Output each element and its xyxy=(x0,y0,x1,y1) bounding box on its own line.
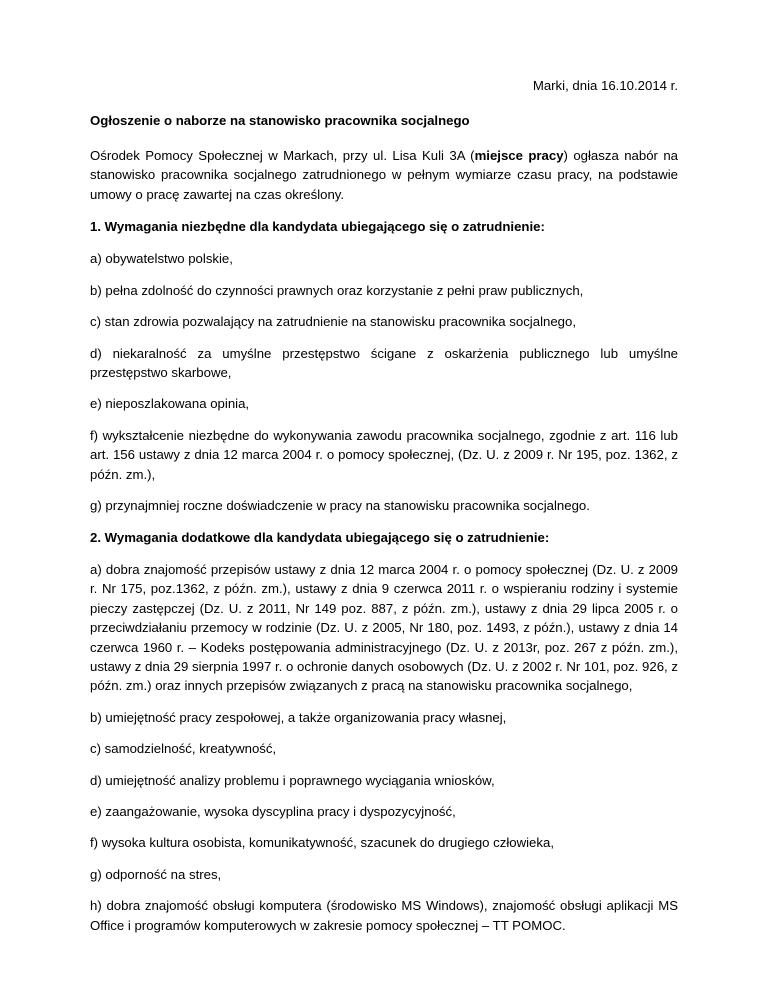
additional-item-e: e) zaangażowanie, wysoka dyscyplina pracy i dyspozycyjność, xyxy=(90,803,456,819)
date-line: Marki, dnia 16.10.2014 r. xyxy=(532,78,678,93)
required-item-g: g) przynajmniej roczne doświadczenie w pracy na stanowisku pracownika socjalnego. xyxy=(90,498,590,514)
additional-item-h: h) dobra znajomość obsługi komputera (środowisko MS Windows), znajomość obsługi aplikacji MS Office i programów komputerowych w zakresie pomocy społecznej – TT POMOC. xyxy=(90,898,678,933)
required-item-e: e) nieposzlakowana opinia, xyxy=(90,396,250,412)
required-item-f: f) wykształcenie niezbędne do wykonywania zawodu pracownika socjalnego, zgodnie z art. 116 lub art. 156 ustawy z dnia 12 marca 2004 r. o pomocy społecznej, (Dz. U. z 2009 r. Nr 195, poz. 1362, z późn. zm.), xyxy=(90,427,678,482)
required-item-c: c) stan zdrowia pozwalający na zatrudnienie na stanowisku pracownika socjalnego, xyxy=(90,314,577,330)
additional-item-f: f) wysoka kultura osobista, komunikatywność, szacunek do drugiego człowieka, xyxy=(90,835,554,851)
additional-item-g: g) odporność na stres, xyxy=(90,866,222,882)
intro-paragraph xyxy=(90,146,678,204)
required-item-b: b) pełna zdolność do czynności prawnych oraz korzystanie z pełni praw publicznych, xyxy=(90,282,584,298)
required-item-d: d) niekaralność za umyślne przestępstwo ścigane z oskarżenia publicznego lub umyślne przestępstwo skarbowe, xyxy=(90,345,678,381)
additional-item-c: c) samodzielność, kreatywność, xyxy=(90,741,277,757)
intro-text-start: Ośrodek Pomocy Społecznej w Markach, przy ul. Lisa Kuli 3A ( xyxy=(90,147,475,163)
additional-item-d: d) umiejętność analizy problemu i poprawnego wyciągania wniosków, xyxy=(90,772,495,788)
intro-text-end: ) ogłasza nabór na stanowisko pracownika socjalnego zatrudnionego w pełnym wymiarze czasu pracy, na podstawie umowy o pracę zawartej na czas określony. xyxy=(90,147,678,202)
section-heading-required: 1. Wymagania niezbędne dla kandydata ubiegającego się o zatrudnienie: xyxy=(90,219,545,235)
required-item-a: a) obywatelstwo polskie, xyxy=(90,251,233,267)
document-title: Ogłoszenie o naborze na stanowisko pracownika socjalnego xyxy=(90,113,470,129)
additional-item-a: a) dobra znajomość przepisów ustawy z dnia 12 marca 2004 r. o pomocy społecznej (Dz. U. z 2009 r. Nr 175, poz.1362, z późn. zm.), ustawy z dnia 9 czerwca 2011 r. o wspieraniu rodziny i systemie pieczy zastępczej (Dz. U. z 2011, Nr 149 poz. 887, z późn. zm.), ustawy z dnia 29 lipca 2005 r. o przeciwdziałaniu przemocy w rodzinie (Dz. U. z 2005, Nr 180, poz. 1493, z późn.), ustawy z dnia 14 czerwca 1960 r. – Kodeks postępowania administracyjnego (Dz. U. z 2013r, poz. 267 z późn. zm.), ustawy z dnia 29 sierpnia 1997 r. o ochronie danych osobowych (Dz. U. z 2002 r. Nr 101, poz. 926, z późn. zm.) oraz innych przepisów związanych z pracą na stanowisku pracownika socjalnego, xyxy=(90,561,678,694)
intro-bold-workplace: miejsce pracy xyxy=(474,147,564,163)
section-heading-additional: 2. Wymagania dodatkowe dla kandydata ubiegającego się o zatrudnienie: xyxy=(90,529,550,545)
section-required xyxy=(90,217,678,515)
additional-item-b: b) umiejętność pracy zespołowej, a także organizowania pracy własnej, xyxy=(90,709,507,725)
section-additional xyxy=(90,528,678,936)
